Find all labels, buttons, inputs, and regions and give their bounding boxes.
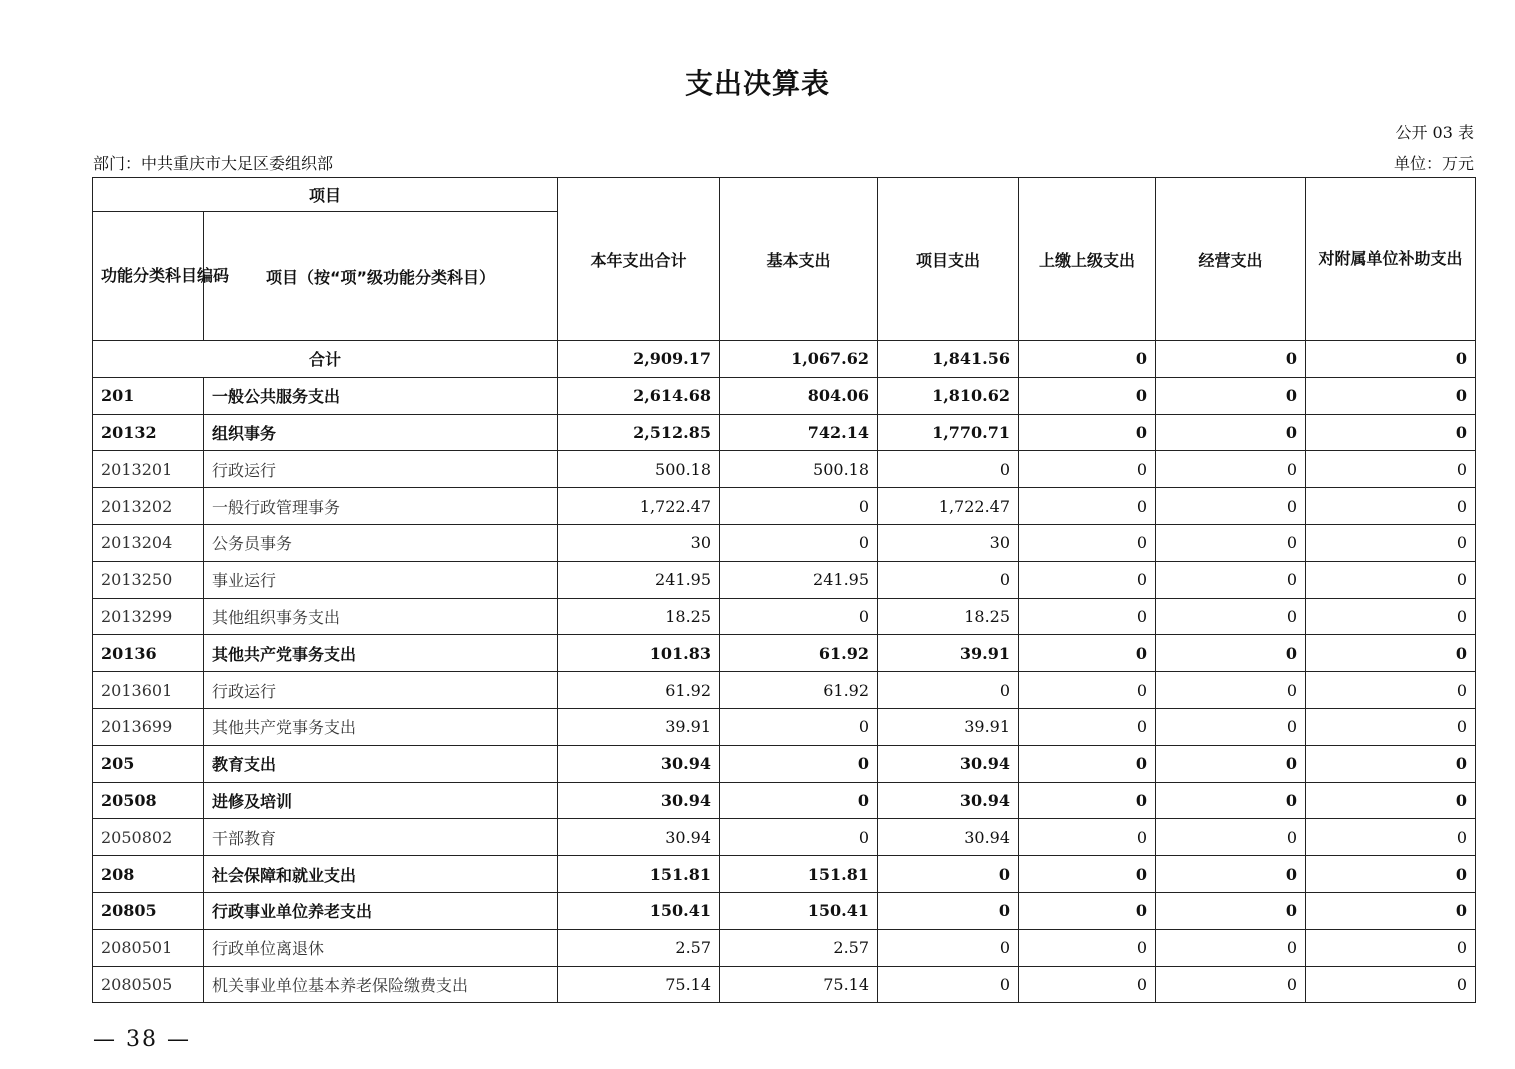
row-code: 2013204 <box>93 524 204 561</box>
row-name: 一般行政管理事务 <box>204 488 558 525</box>
row-cell: 2,614.68 <box>558 377 720 414</box>
row-cell: 0 <box>1156 745 1306 782</box>
row-code: 205 <box>93 745 204 782</box>
total-cell: 0 <box>1306 341 1476 378</box>
row-code: 20132 <box>93 414 204 451</box>
row-code: 201 <box>93 377 204 414</box>
total-cell: 2,909.17 <box>558 341 720 378</box>
row-cell: 0 <box>720 745 878 782</box>
row-cell: 0 <box>720 708 878 745</box>
row-cell: 101.83 <box>558 635 720 672</box>
row-cell: 61.92 <box>720 635 878 672</box>
row-cell: 0 <box>1019 819 1156 856</box>
row-cell: 0 <box>1306 782 1476 819</box>
table-row <box>93 966 1476 1003</box>
total-cell: 1,841.56 <box>878 341 1019 378</box>
row-cell: 0 <box>1156 598 1306 635</box>
row-cell: 2,512.85 <box>558 414 720 451</box>
row-cell: 0 <box>878 856 1019 893</box>
row-cell: 18.25 <box>558 598 720 635</box>
row-name: 一般公共服务支出 <box>204 377 558 414</box>
table-row <box>93 524 1476 561</box>
row-name: 行政运行 <box>204 672 558 709</box>
row-name: 行政运行 <box>204 451 558 488</box>
table-row <box>93 745 1476 782</box>
row-cell: 1,810.62 <box>878 377 1019 414</box>
row-cell: 0 <box>878 966 1019 1003</box>
row-cell: 0 <box>1019 745 1156 782</box>
row-cell: 0 <box>1156 377 1306 414</box>
row-cell: 39.91 <box>558 708 720 745</box>
row-cell: 0 <box>1306 561 1476 598</box>
table-row <box>93 488 1476 525</box>
row-cell: 30.94 <box>878 819 1019 856</box>
row-cell: 0 <box>1019 966 1156 1003</box>
row-name: 社会保障和就业支出 <box>204 856 558 893</box>
row-cell: 0 <box>1019 635 1156 672</box>
row-cell: 1,722.47 <box>878 488 1019 525</box>
row-cell: 0 <box>1306 892 1476 929</box>
row-cell: 0 <box>878 561 1019 598</box>
row-cell: 0 <box>1306 414 1476 451</box>
row-cell: 0 <box>1156 561 1306 598</box>
row-cell: 0 <box>1306 929 1476 966</box>
row-cell: 0 <box>1306 598 1476 635</box>
row-cell: 30 <box>558 524 720 561</box>
total-cell: 1,067.62 <box>720 341 878 378</box>
row-cell: 0 <box>1019 524 1156 561</box>
row-cell: 0 <box>1019 856 1156 893</box>
row-code: 2013250 <box>93 561 204 598</box>
row-name: 进修及培训 <box>204 782 558 819</box>
row-cell: 0 <box>1156 782 1306 819</box>
header-subsidiary: 对附属单位补助支出 <box>1306 178 1476 341</box>
row-cell: 0 <box>878 929 1019 966</box>
row-cell: 804.06 <box>720 377 878 414</box>
row-cell: 241.95 <box>558 561 720 598</box>
row-cell: 151.81 <box>720 856 878 893</box>
row-cell: 0 <box>1306 672 1476 709</box>
table-row <box>93 561 1476 598</box>
row-cell: 151.81 <box>558 856 720 893</box>
department-label: 部门：中共重庆市大足区委组织部 <box>93 154 334 173</box>
row-cell: 0 <box>720 598 878 635</box>
table-row <box>93 414 1476 451</box>
header-upper: 上缴上级支出 <box>1019 178 1156 341</box>
row-cell: 0 <box>1306 488 1476 525</box>
row-name: 其他组织事务支出 <box>204 598 558 635</box>
row-code: 2050802 <box>93 819 204 856</box>
page-number: — 38 — <box>93 1027 191 1052</box>
header-total: 本年支出合计 <box>558 178 720 341</box>
row-cell: 0 <box>1306 819 1476 856</box>
row-cell: 241.95 <box>720 561 878 598</box>
row-cell: 0 <box>1156 966 1306 1003</box>
header-project-group: 项目 <box>93 178 558 212</box>
header-name: 项目（按“项”级功能分类科目） <box>204 212 558 341</box>
row-cell: 742.14 <box>720 414 878 451</box>
row-cell: 0 <box>1019 672 1156 709</box>
row-name: 事业运行 <box>204 561 558 598</box>
row-cell: 0 <box>1156 819 1306 856</box>
table-row <box>93 892 1476 929</box>
row-code: 2013299 <box>93 598 204 635</box>
row-cell: 0 <box>1306 708 1476 745</box>
page-title: 支出决算表 <box>684 67 830 100</box>
row-cell: 61.92 <box>558 672 720 709</box>
row-cell: 0 <box>878 672 1019 709</box>
row-cell: 0 <box>1019 708 1156 745</box>
row-cell: 30.94 <box>878 745 1019 782</box>
row-code: 20508 <box>93 782 204 819</box>
row-code: 2013202 <box>93 488 204 525</box>
header-code: 功能分类科目编码 <box>93 212 204 341</box>
row-cell: 0 <box>1019 929 1156 966</box>
total-row <box>93 341 1476 378</box>
row-cell: 0 <box>1156 488 1306 525</box>
header-business: 经营支出 <box>1156 178 1306 341</box>
row-cell: 0 <box>1306 745 1476 782</box>
row-cell: 39.91 <box>878 708 1019 745</box>
row-cell: 0 <box>1306 377 1476 414</box>
row-cell: 0 <box>1306 451 1476 488</box>
row-cell: 0 <box>1019 892 1156 929</box>
row-cell: 0 <box>720 488 878 525</box>
row-cell: 0 <box>720 524 878 561</box>
row-cell: 30 <box>878 524 1019 561</box>
row-name: 公务员事务 <box>204 524 558 561</box>
row-name: 机关事业单位基本养老保险缴费支出 <box>204 966 558 1003</box>
row-code: 20136 <box>93 635 204 672</box>
total-label: 合计 <box>93 341 558 378</box>
row-cell: 150.41 <box>720 892 878 929</box>
row-cell: 30.94 <box>558 745 720 782</box>
row-cell: 0 <box>878 451 1019 488</box>
header-project: 项目支出 <box>878 178 1019 341</box>
row-cell: 0 <box>1306 856 1476 893</box>
table-row <box>93 782 1476 819</box>
row-name: 组织事务 <box>204 414 558 451</box>
row-cell: 30.94 <box>558 782 720 819</box>
row-cell: 0 <box>1019 561 1156 598</box>
row-cell: 1,770.71 <box>878 414 1019 451</box>
row-code: 20805 <box>93 892 204 929</box>
table-row <box>93 929 1476 966</box>
row-code: 2080501 <box>93 929 204 966</box>
total-cell: 0 <box>1019 341 1156 378</box>
row-cell: 1,722.47 <box>558 488 720 525</box>
row-cell: 0 <box>1156 856 1306 893</box>
row-name: 干部教育 <box>204 819 558 856</box>
row-cell: 0 <box>1156 524 1306 561</box>
row-cell: 0 <box>1306 524 1476 561</box>
row-cell: 0 <box>1306 635 1476 672</box>
row-cell: 0 <box>1306 966 1476 1003</box>
row-cell: 0 <box>1156 672 1306 709</box>
expenditure-table <box>92 177 1476 1003</box>
row-name: 其他共产党事务支出 <box>204 708 558 745</box>
total-cell: 0 <box>1156 341 1306 378</box>
row-cell: 0 <box>1156 635 1306 672</box>
table-row <box>93 451 1476 488</box>
table-row <box>93 672 1476 709</box>
row-cell: 0 <box>1156 929 1306 966</box>
row-cell: 0 <box>1019 488 1156 525</box>
row-cell: 2.57 <box>558 929 720 966</box>
row-cell: 61.92 <box>720 672 878 709</box>
table-row <box>93 819 1476 856</box>
row-cell: 39.91 <box>878 635 1019 672</box>
unit-label: 单位：万元 <box>1393 154 1474 173</box>
row-cell: 0 <box>1156 892 1306 929</box>
row-name: 行政单位离退休 <box>204 929 558 966</box>
row-cell: 0 <box>878 892 1019 929</box>
row-cell: 30.94 <box>558 819 720 856</box>
row-cell: 500.18 <box>558 451 720 488</box>
row-cell: 30.94 <box>878 782 1019 819</box>
header-basic: 基本支出 <box>720 178 878 341</box>
row-name: 行政事业单位养老支出 <box>204 892 558 929</box>
row-cell: 0 <box>720 782 878 819</box>
row-cell: 0 <box>1019 377 1156 414</box>
row-cell: 0 <box>1019 451 1156 488</box>
row-name: 其他共产党事务支出 <box>204 635 558 672</box>
table-number: 公开 03 表 <box>1395 123 1474 142</box>
row-code: 2013601 <box>93 672 204 709</box>
row-cell: 500.18 <box>720 451 878 488</box>
table-row <box>93 856 1476 893</box>
row-cell: 0 <box>1156 451 1306 488</box>
row-code: 2013201 <box>93 451 204 488</box>
row-cell: 150.41 <box>558 892 720 929</box>
row-code: 2080505 <box>93 966 204 1003</box>
row-cell: 0 <box>1019 598 1156 635</box>
row-code: 2013699 <box>93 708 204 745</box>
table-row <box>93 708 1476 745</box>
row-cell: 0 <box>1019 782 1156 819</box>
row-cell: 0 <box>1156 414 1306 451</box>
table-row <box>93 635 1476 672</box>
row-cell: 75.14 <box>558 966 720 1003</box>
table-row <box>93 598 1476 635</box>
row-name: 教育支出 <box>204 745 558 782</box>
row-cell: 0 <box>720 819 878 856</box>
row-code: 208 <box>93 856 204 893</box>
row-cell: 2.57 <box>720 929 878 966</box>
table-row <box>93 377 1476 414</box>
row-cell: 18.25 <box>878 598 1019 635</box>
row-cell: 0 <box>1156 708 1306 745</box>
row-cell: 75.14 <box>720 966 878 1003</box>
row-cell: 0 <box>1019 414 1156 451</box>
